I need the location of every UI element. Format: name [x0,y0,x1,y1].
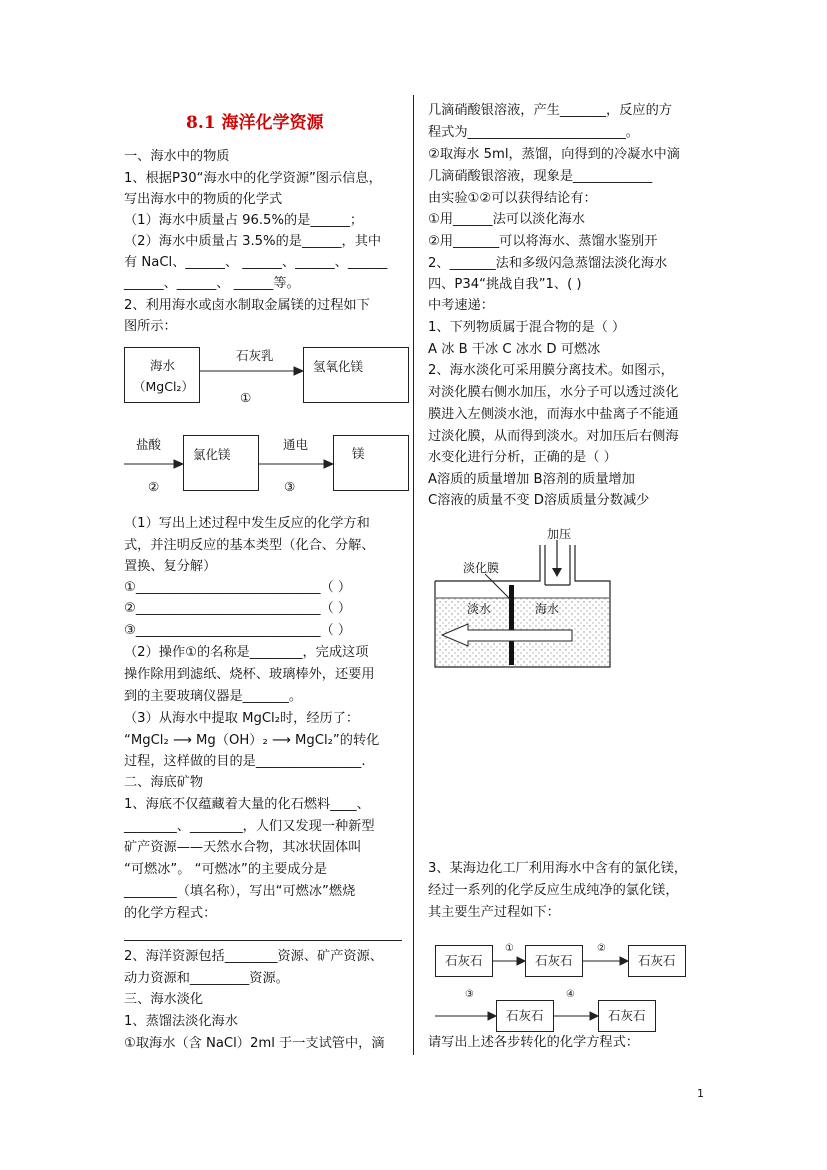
text-line: ②取海水 5ml，蒸馏，向得到的冷凝水中滴 [428,147,680,162]
text-line: 2、海洋资源包括________资源、矿产资源、 [124,949,383,964]
equation-blank-2: ②____________________________（ ） [124,601,352,616]
seawater-label: 海水 [150,358,176,373]
text-line: （3）从海水中提取 MgCl₂时，经历了： [124,711,360,726]
equation-blank-3: ③____________________________（ ） [124,623,352,638]
text-line: C溶液的质量不变 D溶质质量分数减少 [428,493,650,508]
step-number-3: ③ [465,989,474,1000]
step-number-4: ④ [566,989,575,1000]
mgcl2-label: （MgCl₂） [133,379,194,394]
section-heading-1: 一、海水中的物质 [124,149,230,164]
text-line: 图所示： [124,319,177,334]
text-line: （1）写出上述过程中发生反应的化学方和 [124,516,370,531]
text-line: 1、海底不仅蕴藏着大量的化石燃料____、 [124,797,370,812]
text-line: ________、________，人们又发现一种新型 [124,819,375,834]
page-title: 8.1 海洋化学资源 [186,113,324,133]
mg-label: 镁 [352,446,365,461]
text-line: 过程，这样做的目的是________________. [124,754,366,769]
text-line: 1、根据P30“海水中的化学资源”图示信息， [124,171,382,186]
mg-chloride-label: 氯化镁 [193,447,231,462]
text-line: 过淡化膜，从而得到淡水。对加压后右侧海 [428,429,679,444]
text-line: 2、海水淡化可采用膜分离技术。如图示， [428,363,674,378]
step-number-1: ① [240,390,252,405]
text-line: 水变化进行分析，正确的是（ ） [428,450,617,465]
section-heading-2: 二、海底矿物 [124,775,204,790]
equation-blank-1: ①____________________________（ ） [124,580,352,595]
step-number-3: ③ [284,479,296,494]
electric-label: 通电 [283,437,309,452]
text-line: （2）海水中质量占 3.5%的是______，其中 [124,234,382,249]
text-line: 3、某海边化工厂利用海水中含有的氯化镁， [428,861,687,876]
sea-water-label: 海水 [535,602,560,616]
text-line: 操作除用到滤纸、烧杯、玻璃棒外，还要用 [124,667,375,682]
text-line: （2）操作①的名称是________，完成这项 [124,645,369,660]
text-line: 到的主要玻璃仪器是_______。 [124,689,303,704]
text-line: 中考速递： [428,298,494,313]
text-line: 矿产资源——天然水合物，其冰状固体叫 [124,840,362,855]
step-number-2: ② [148,479,160,494]
hcl-label: 盐酸 [136,437,162,452]
text-line: 由实验①②可以获得结论有： [428,191,597,206]
text-line: 其主要生产过程如下： [428,905,560,920]
text-line: “MgCl₂ ⟶ Mg（OH）₂ ⟶ MgCl₂”的转化 [124,733,380,748]
text-line: 几滴硝酸银溶液，现象是____________ [428,169,653,184]
text-line: 1、下列物质属于混合物的是（ ） [428,320,626,335]
text-line: A 冰 B 干冰 C 冰水 D 可燃冰 [428,342,601,357]
flow-box-1-label: 石灰石 [445,953,483,968]
text-line: 程式为________________________。 [428,125,639,140]
text-line: 1、蒸馏法淡化海水 [124,1014,238,1029]
text-line: 置换、复分解） [124,559,217,574]
section-heading-4: 四、P34“挑战自我”1、( ) [428,277,582,292]
text-line: 膜进入左侧淡水池，而海水中盐离子不能通 [428,407,679,422]
text-line: 的化学方程式： [124,906,217,921]
text-line: 写出海水中的物质的化学式 [124,192,283,207]
text-line: 动力资源和_________资源。 [124,971,289,986]
text-line: ①取海水（含 NaCl）2ml 于一支试管中，滴 [124,1036,385,1051]
membrane-label: 淡化膜 [463,561,500,575]
flow-box-2-label: 石灰石 [535,953,573,968]
text-line: ______、______、 ______等。 [124,276,300,291]
step-number-2: ② [597,943,606,954]
text-line: 经过一系列的化学反应生成纯净的氯化镁， [428,883,679,898]
lime-milk-label: 石灰乳 [236,348,274,363]
fresh-water-label: 淡水 [467,602,492,616]
text-line: 对淡化膜右侧水加压，水分子可以透过淡化 [428,385,679,400]
text-line: 请写出上述各步转化的化学方程式： [428,1035,639,1050]
page-number: 1 [697,1087,704,1100]
text-line: A溶质的质量增加 B溶剂的质量增加 [428,472,635,487]
text-line: “可燃冰”。 “可燃冰”的主要成分是 [124,862,327,877]
mg-hydroxide-label: 氢氧化镁 [313,359,364,374]
text-line: ②用_______可以将海水、蒸馏水鉴别开 [428,234,658,249]
text-line: ________（填名称），写出“可燃冰”燃烧 [124,884,356,899]
section-heading-3: 三、海水淡化 [124,992,204,1007]
text-line: 式，并注明反应的基本类型（化合、分解、 [124,538,375,553]
flow-box-3-label: 石灰石 [638,953,676,968]
flow-box-4-label: 石灰石 [506,1008,544,1023]
text-line: 2、利用海水或卤水制取金属镁的过程如下 [124,298,370,313]
flow-box-5-label: 石灰石 [608,1008,646,1023]
text-line: 几滴硝酸银溶液，产生_______，反应的方 [428,103,672,118]
text-line: ①用______法可以淡化海水 [428,212,585,227]
text-line: 2、_______法和多级闪急蒸馏法淡化海水 [428,256,668,271]
pressure-label: 加压 [547,527,572,541]
step-number-1: ① [505,943,514,954]
text-line: 有 NaCl、______、 ______、______、______ [124,255,388,270]
text-line: （1）海水中质量占 96.5%的是______； [124,213,364,228]
